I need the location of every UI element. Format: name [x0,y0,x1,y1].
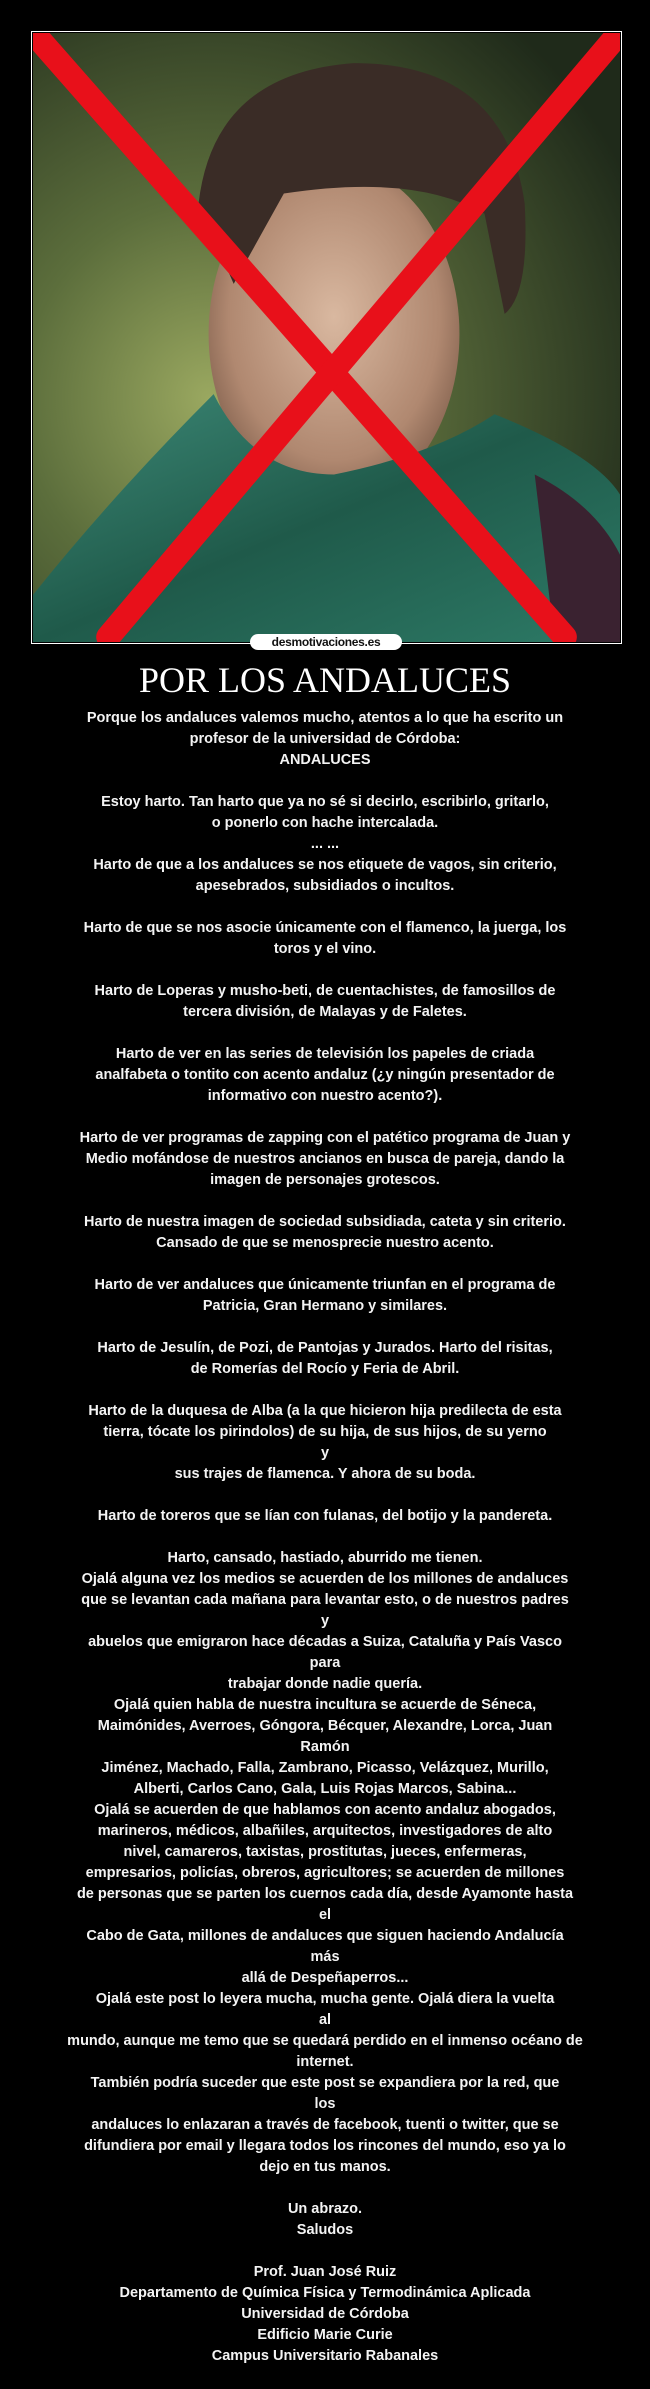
poster-title: POR LOS ANDALUCES [138,660,512,700]
body-text-line: Medio mofándose de nuestros ancianos en busca de pareja, dando la [85,1151,565,1167]
body-text-line: Ramón [300,1739,350,1755]
body-text-line: Un abrazo. [287,2201,363,2217]
body-text-line: al [318,2012,332,2028]
body-text-line: andaluces lo enlazaran a través de facebook, tuenti o twitter, que se [91,2117,559,2133]
portrait-illustration [33,33,620,642]
body-text-line: los [314,2096,336,2112]
body-text-line: dejo en tus manos. [259,2159,391,2175]
body-text-line: Ojalá alguna vez los medios se acuerden de los millones de andaluces [81,1571,569,1587]
body-text-line: ANDALUCES [279,752,371,768]
body-text-line: de Romerías del Rocío y Feria de Abril. [190,1361,460,1377]
body-text-line: apesebrados, subsidiados o incultos. [195,878,455,894]
body-text-line: Harto, cansado, hastiado, aburrido me tienen. [167,1550,483,1566]
body-text-line: Ojalá se acuerden de que hablamos con acento andaluz abogados, [94,1802,556,1818]
body-text-line: sus trajes de flamenca. Y ahora de su boda. [174,1466,476,1482]
body-text-line: tercera división, de Malayas y de Faletes. [183,1004,467,1020]
body-text-line: Cansado de que se menosprecie nuestro acento. [156,1235,494,1251]
body-text-line: Prof. Juan José Ruiz [253,2264,397,2280]
body-text-line: Patricia, Gran Hermano y similares. [202,1298,448,1314]
body-text-line: y [320,1613,330,1629]
body-text-line: Ojalá quien habla de nuestra incultura se acuerde de Séneca, [113,1697,537,1713]
body-text-line: de personas que se parten los cuernos cada día, desde Ayamonte hasta [76,1886,574,1902]
body-text-line: Harto de Loperas y musho-beti, de cuentachistes, de famosillos de [94,983,556,999]
body-text-line: o ponerlo con hache intercalada. [211,815,439,831]
body-text-line: Harto de ver programas de zapping con el patético programa de Juan y [79,1130,571,1146]
body-text-line: Harto de que a los andaluces se nos etiquete de vagos, sin criterio, [93,857,557,873]
body-text-line: Harto de nuestra imagen de sociedad subsidiada, cateta y sin criterio. [84,1214,566,1230]
body-text-line [20,897,630,918]
body-text-line: que se levantan cada mañana para levantar esto, o de nuestros padres [81,1592,569,1608]
body-text-line: el [318,1907,332,1923]
body-text-line: tierra, tócate los pirindolos) de su hija, de sus hijos, de su yerno [103,1424,547,1440]
body-text-line: Harto de Jesulín, de Pozi, de Pantojas y Jurados. Harto del risitas, [97,1340,553,1356]
body-text-line: Harto de ver andaluces que únicamente triunfan en el programa de [94,1277,556,1293]
body-text-line: Estoy harto. Tan harto que ya no sé si decirlo, escribirlo, gritarlo, [101,794,549,810]
body-text-line: También podría suceder que este post se expandiera por la red, que [90,2075,560,2091]
body-text-line: profesor de la universidad de Córdoba: [189,731,461,747]
body-text-line: empresarios, policías, obreros, agricultores; se acuerden de millones [85,1865,565,1881]
body-text-line [20,1317,630,1338]
body-text-line: internet. [296,2054,354,2070]
watermark-logo: desmotivaciones.es [250,634,402,650]
body-text-line: Harto de toreros que se lían con fulanas, del botijo y la pandereta. [97,1508,553,1524]
body-text-line: Harto de que se nos asocie únicamente con el flamenco, la juerga, los [83,920,567,936]
body-text-line [20,1485,630,1506]
poster-image-frame [31,31,622,644]
body-text-line: imagen de personajes grotescos. [210,1172,440,1188]
body-text-line: Maimónides, Averroes, Góngora, Bécquer, Alexandre, Lorca, Juan [97,1718,553,1734]
body-text-line: Cabo de Gata, millones de andaluces que siguen haciendo Andalucía [86,1928,564,1944]
body-text-line: mundo, aunque me temo que se quedará perdido en el inmenso océano de [67,2033,583,2049]
body-text-line: toros y el vino. [273,941,377,957]
body-text-line [20,1023,630,1044]
body-text-line: analfabeta o tontito con acento andaluz (¿y ningún presentador de [95,1067,555,1083]
body-text-line: Jiménez, Machado, Falla, Zambrano, Picasso, Velázquez, Murillo, [101,1760,549,1776]
poster-body-text [20,708,630,2367]
crossed-out-portrait-photo [33,33,620,642]
body-text-line: Porque los andaluces valemos mucho, atentos a lo que ha escrito un [86,710,564,726]
body-text-line [20,960,630,981]
body-text-line: Harto de ver en las series de televisión los papeles de criada [115,1046,535,1062]
body-text-line [20,1527,630,1548]
body-text-line: Universidad de Córdoba [241,2306,409,2322]
body-text-line [20,2178,630,2199]
body-text-line: más [310,1949,340,1965]
body-text-line [20,771,630,792]
body-text-line: Saludos [296,2222,354,2238]
body-text-line [20,1107,630,1128]
body-text-line [20,2241,630,2262]
body-text-line: allá de Despeñaperros... [241,1970,409,1986]
body-text-line: ... ... [310,836,340,852]
body-text-line: nivel, camareros, taxistas, prostitutas, jueces, enfermeras, [123,1844,527,1860]
body-text-line: difundiera por email y llegara todos los rincones del mundo, eso ya lo [84,2138,566,2154]
body-text-line: Campus Universitario Rabanales [211,2348,439,2364]
body-text-line: para [309,1655,341,1671]
body-text-line: informativo con nuestro acento?). [207,1088,443,1104]
body-text-line: Alberti, Carlos Cano, Gala, Luis Rojas Marcos, Sabina... [133,1781,517,1797]
body-text-line: Ojalá este post lo leyera mucha, mucha gente. Ojalá diera la vuelta [95,1991,555,2007]
body-text-line [20,1380,630,1401]
body-text-line: Edificio Marie Curie [257,2327,393,2343]
body-text-line: y [320,1445,330,1461]
body-text-line: Departamento de Química Física y Termodinámica Aplicada [119,2285,531,2301]
body-text-line: trabajar donde nadie quería. [227,1676,423,1692]
body-text-line: marineros, médicos, albañiles, arquitectos, investigadores de alto [97,1823,553,1839]
body-text-line [20,1254,630,1275]
body-text-line: Harto de la duquesa de Alba (a la que hicieron hija predilecta de esta [88,1403,562,1419]
body-text-line: abuelos que emigraron hace décadas a Suiza, Cataluña y País Vasco [88,1634,562,1650]
body-text-line [20,1191,630,1212]
